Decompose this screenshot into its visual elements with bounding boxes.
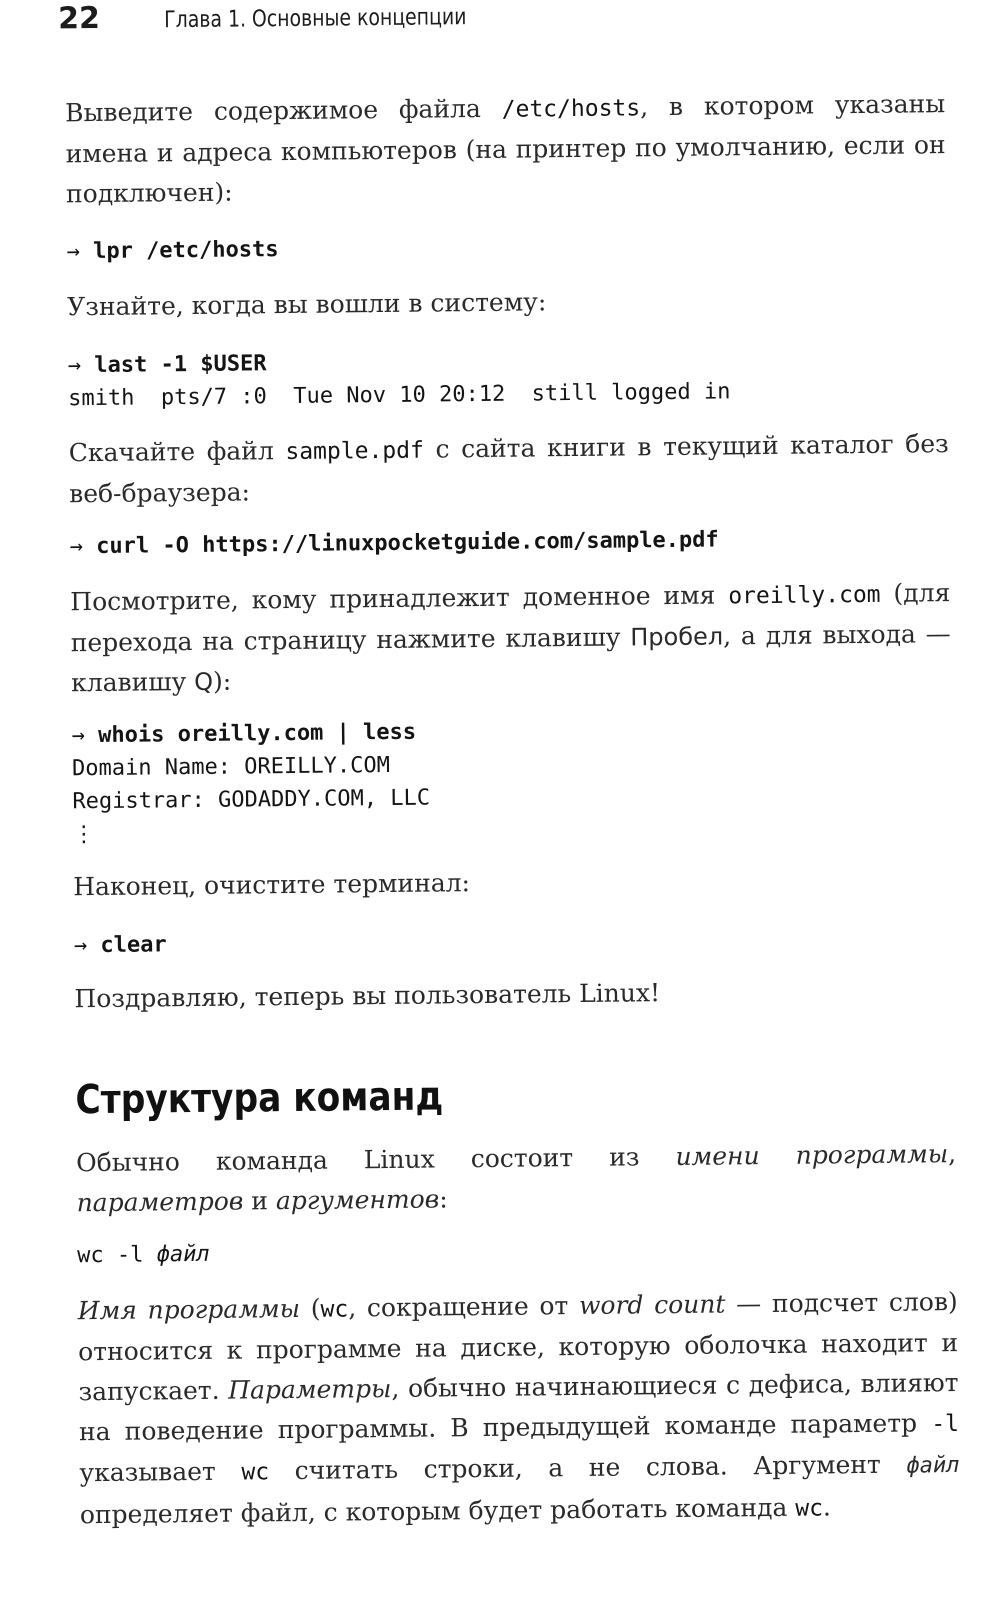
section-title: Структура команд xyxy=(75,1073,444,1124)
code-block-wc xyxy=(77,1230,957,1272)
paragraph-structure: Обычно команда Linux состоит из имени программы, параметров и аргументов: xyxy=(76,1139,957,1218)
inline-code: oreilly.com xyxy=(728,581,881,610)
section-heading-block xyxy=(75,1068,955,1123)
command-output: smith pts/7 :0 Tue Nov 10 20:12 still logged in xyxy=(68,379,731,412)
command-output: Registrar: GODADDY.COM, LLC xyxy=(72,785,431,815)
prompt-arrow: → xyxy=(71,723,99,749)
command-argument: файл xyxy=(156,1241,210,1268)
code-block-clear xyxy=(74,920,954,962)
prompt-arrow: → xyxy=(67,353,95,379)
chapter-title: Глава 1. Основные концепции xyxy=(163,4,467,34)
italic-term: параметров xyxy=(76,1186,244,1218)
command-text: wc -l xyxy=(77,1242,157,1269)
inline-code: wc xyxy=(320,1296,349,1323)
vertical-ellipsis: ⋮ xyxy=(72,822,95,848)
page-number: 22 xyxy=(58,0,101,37)
prompt-arrow: → xyxy=(66,239,94,265)
paragraph-whois: Посмотрите, кому принадлежит доменное имя oreilly.com (для перехода на страницу нажмите клавишу Пробел, а для выхода — клавишу Q): xyxy=(70,578,951,698)
command-text: last -1 $USER xyxy=(94,351,267,379)
paragraph-clear: Наконец, очистите терминал: xyxy=(73,868,471,902)
paragraph-download: Скачайте файл sample.pdf с сайта книги в текущий каталог без веб-браузера: xyxy=(68,429,949,509)
code-block-lpr xyxy=(66,226,946,268)
prompt-arrow: → xyxy=(69,534,97,560)
command-text: lpr /etc/hosts xyxy=(93,237,279,265)
code-block-whois xyxy=(72,710,953,851)
code-block-curl xyxy=(70,521,950,563)
page-header xyxy=(58,0,533,41)
command-text: whois oreilly.com | less xyxy=(98,719,417,749)
italic-term: Имя программы xyxy=(77,1293,301,1326)
key-label: Q xyxy=(194,667,214,697)
paragraph-program-name: Имя программы (wc, сокращение от word count — подсчет слов) относится к программе на диске, которую оболочка находит и запускает. Параметры, обычно начинающиеся с дефиса, влияют на поведение программы. В предыдущей команде параметр -l указывает wc считать строки, а не слова. Аргумент файл определяет файл, с которым будет работать команда wc. xyxy=(77,1287,960,1530)
inline-code: -l xyxy=(931,1411,960,1438)
paragraph-congrats: Поздравляю, теперь вы пользователь Linux! xyxy=(74,978,661,1014)
prompt-arrow: → xyxy=(73,933,101,959)
key-label: Пробел xyxy=(630,622,724,652)
italic-term: Параметры xyxy=(228,1373,392,1405)
paragraph-login: Узнайте, когда вы вошли в систему: xyxy=(67,287,547,322)
italic-term: аргументов xyxy=(275,1184,440,1216)
inline-code: wc xyxy=(241,1459,270,1486)
command-output: Domain Name: OREILLY.COM xyxy=(71,752,391,782)
command-text: curl -O https://linuxpocketguide.com/sample.pdf xyxy=(96,527,719,560)
italic-term: word count xyxy=(578,1289,726,1321)
inline-code: /etc/hosts xyxy=(501,95,641,123)
code-block-last xyxy=(68,340,949,415)
inline-code: wc xyxy=(795,1495,824,1522)
italic-term: имени программы xyxy=(675,1139,949,1171)
inline-code: sample.pdf xyxy=(285,437,425,466)
command-text: clear xyxy=(100,932,167,958)
paragraph-hosts: Выведите содержимое файла /etc/hosts, в котором указаны имена и адреса компьютеров (на принтер по умолчанию, если он подключен): xyxy=(65,89,946,209)
inline-code-italic: файл xyxy=(906,1453,960,1479)
